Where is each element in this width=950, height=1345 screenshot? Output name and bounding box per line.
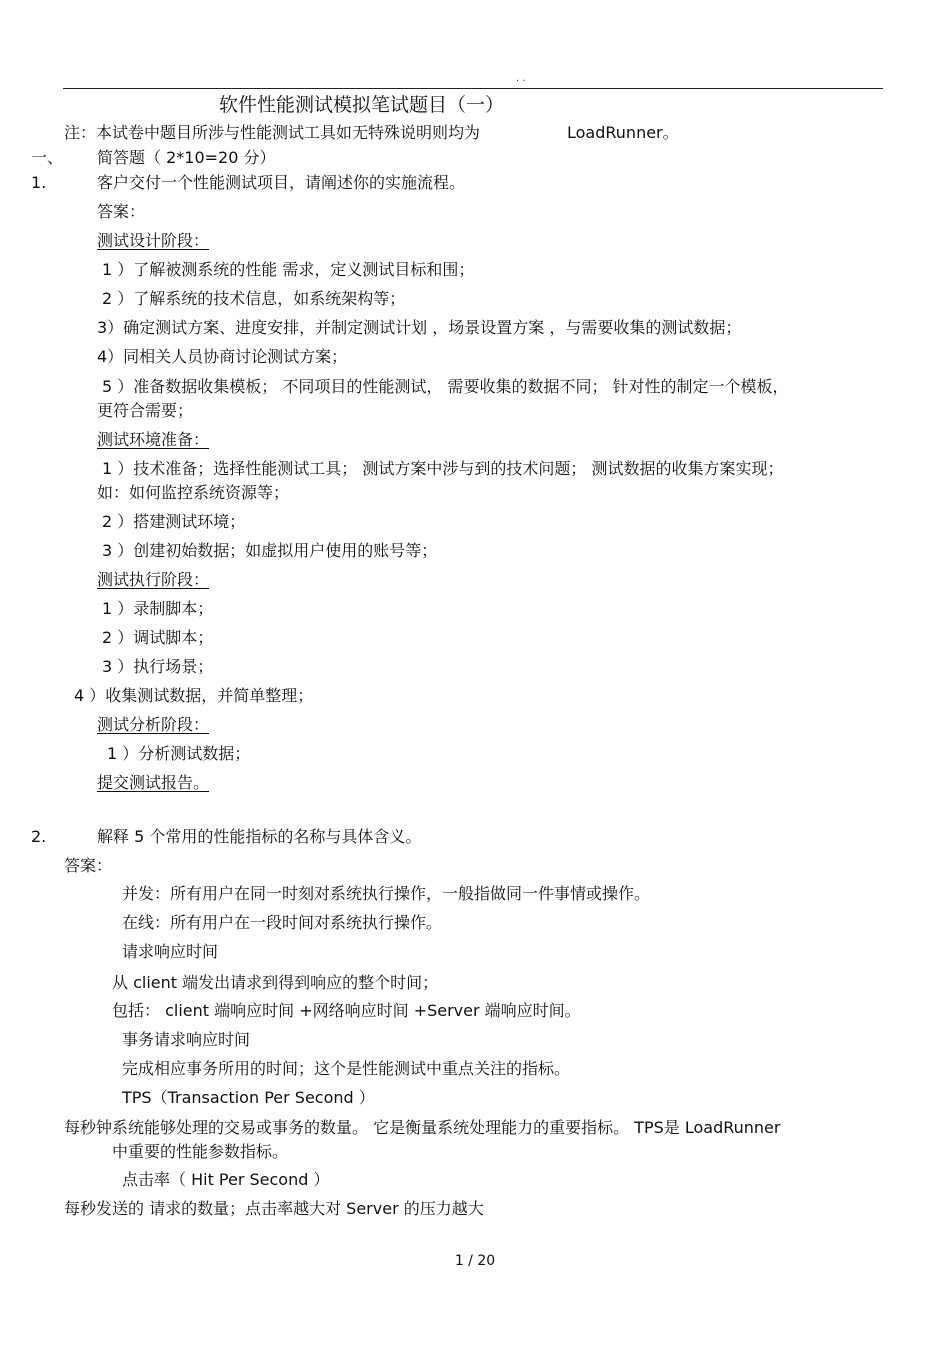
q1-text: 客户交付一个性能测试项目，请阐述你的实施流程。: [97, 173, 466, 192]
exec-item: 2 ）调试脚本；: [102, 628, 214, 647]
q2-line: 在线：所有用户在一段时间对系统执行操作。: [122, 913, 443, 932]
q2-line: 事务请求响应时间: [122, 1030, 251, 1049]
q2-line: TPS（Transaction Per Second ）: [122, 1088, 375, 1107]
header-dots: . .: [516, 73, 526, 84]
exec-item: 1 ）录制脚本；: [102, 599, 214, 618]
env-phase-title: 测试环境准备：: [97, 430, 210, 449]
analysis-phase-title: 测试分析阶段：: [97, 715, 210, 734]
design-item: 5 ）准备数据收集模板； 不同项目的性能测试， 需要收集的数据不同； 针对性的制定一个模板，: [102, 377, 789, 396]
q2-number: 2.: [31, 827, 47, 846]
q2-line: 点击率（ Hit Per Second ）: [122, 1170, 330, 1189]
env-item: 2 ）搭建测试环境；: [102, 512, 246, 531]
q2-line: 请求响应时间: [122, 942, 219, 961]
q2-line: 包括： client 端响应时间 +网络响应时间 +Server 端响应时间。: [112, 1001, 581, 1020]
design-phase-title: 测试设计阶段：: [97, 231, 210, 250]
page-title: 软件性能测试模拟笔试题目（一）: [219, 94, 505, 116]
section-number: 一、: [31, 148, 64, 167]
section-title: 简答题（ 2*10=20 分）: [97, 148, 276, 167]
page-number: 1 / 20: [454, 1253, 496, 1269]
exec-phase-title: 测试执行阶段：: [97, 570, 210, 589]
q2-line: 每秒发送的 请求的数量；点击率越大对 Server 的压力越大: [64, 1199, 484, 1218]
q2-line: 每秒钟系统能够处理的交易或事务的数量。 它是衡量系统处理能力的重要指标。 TPS是 LoadRunner: [64, 1118, 781, 1137]
exec-item: 4 ）收集测试数据，并简单整理；: [74, 686, 314, 705]
design-item: 3）确定测试方案、进度安排，并制定测试计划 ，场景设置方案 ，与需要收集的测试数据；: [97, 318, 742, 337]
analysis-item: 提交测试报告。: [97, 773, 210, 792]
q2-line: 从 client 端发出请求到得到响应的整个时间；: [112, 973, 439, 992]
note-prefix: 注：本试卷中题目所涉与性能测试工具如无特殊说明则均为: [64, 123, 481, 142]
env-item: 3 ）创建初始数据；如虚拟用户使用的账号等；: [102, 541, 438, 560]
design-item: 更符合需要；: [97, 401, 194, 420]
q1-number: 1.: [31, 173, 47, 192]
q2-line: 中重要的性能参数指标。: [112, 1142, 289, 1161]
env-item: 如：如何监控系统资源等；: [97, 483, 290, 502]
q1-answer-label: 答案：: [97, 202, 146, 221]
header-rule: [63, 88, 883, 89]
design-item: 2 ）了解系统的技术信息，如系统架构等；: [102, 289, 406, 308]
q2-line: 完成相应事务所用的时间；这个是性能测试中重点关注的指标。: [122, 1059, 571, 1078]
design-item: 4）同相关人员协商讨论测试方案；: [97, 347, 348, 366]
note-tool: LoadRunner。: [567, 123, 679, 142]
analysis-item: 1 ）分析测试数据；: [107, 744, 251, 763]
env-item: 1 ）技术准备；选择性能测试工具； 测试方案中涉与到的技术问题； 测试数据的收集方案实现；: [102, 459, 784, 478]
design-item: 1 ）了解被测系统的性能 需求，定义测试目标和围；: [102, 260, 475, 279]
q2-text: 解释 5 个常用的性能指标的名称与具体含义。: [97, 827, 422, 846]
exec-item: 3 ）执行场景；: [102, 657, 214, 676]
q2-answer-label: 答案：: [64, 856, 113, 875]
q2-line: 并发：所有用户在同一时刻对系统执行操作，一般指做同一件事情或操作。: [122, 884, 651, 903]
